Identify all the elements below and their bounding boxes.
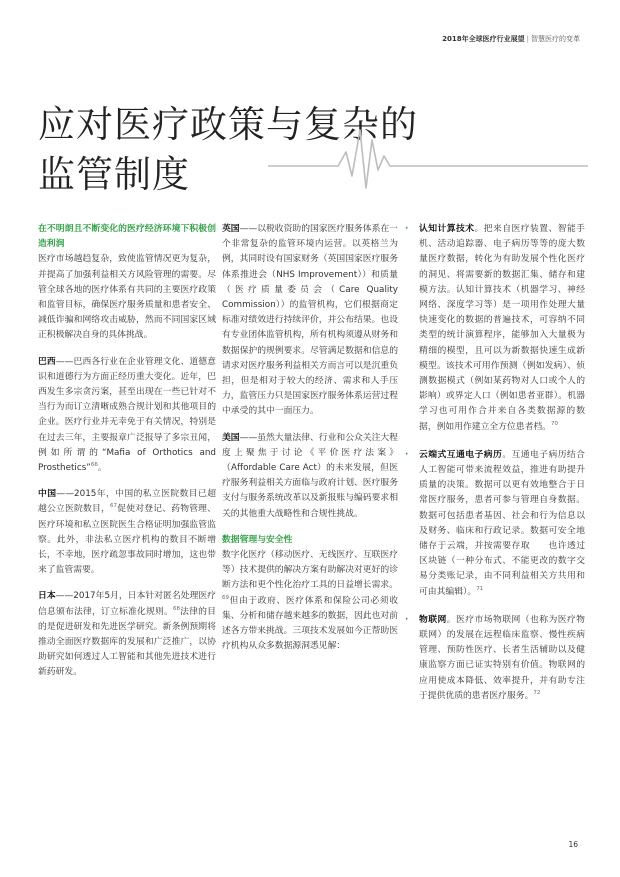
column-1 <box>38 222 216 692</box>
header-report-title: 2018年全球医疗行业展望 <box>442 35 525 43</box>
text-china: ——2015年，中国的私立医院数目已超越公立医院数目， <box>38 489 216 515</box>
paragraph-us <box>222 431 398 522</box>
text-china-2: 促使对登记、药物管理、医疗环境和私立医院医生合格证明加强监管监察。此外，非法私立医疗机构的数目不断增长，不幸地，医疗疏忽事故同时增加，这也带来了监管需要。 <box>38 504 216 576</box>
lead-japan: 日本 <box>38 591 56 602</box>
section-heading-data: 数据管理与安全性 <box>222 534 293 545</box>
page-title-line2: 监管制度 <box>38 153 190 196</box>
lead-brazil: 巴西 <box>38 356 56 367</box>
paragraph-uk <box>222 222 398 420</box>
paragraph-china <box>38 487 216 578</box>
paragraph-japan <box>38 589 216 680</box>
page-title-line1: 应对医疗政策与复杂的 <box>38 103 418 146</box>
running-header <box>442 34 580 44</box>
lead-iot: 物联网 <box>419 614 447 625</box>
text-uk: ——以税收资助的国家医疗服务体系在一个非常复杂的监管环境内运营。以英格兰为例，其同时设有国家财务（英国国家医疗服务体系推进会（NHS Improvement））和质量（医疗质量委员会（Care Quality Commission））的监管机构，它们根据商定标准对绩效进行持续评价，并公布结果。也设有专业团体监管机构，所有机构须遵从财务和数据保护的规例要求。尽管满足数据和信息的请求对医疗服务利益相关方而言可以是沉重负担，但是相对于较大的经济、需求和人手压力，监管压力只是国家医疗服务体系运营过程中承受的其中一面压力。 <box>222 224 398 417</box>
ref-72: 72 <box>533 689 541 696</box>
bullet-iot <box>405 613 585 704</box>
section-heading-profit: 在不明朗且不断变化的医疗经济环境下积极创造利润 <box>38 224 216 250</box>
lead-us: 美国 <box>222 432 240 443</box>
ref-69: 69 <box>222 594 229 601</box>
paragraph-data <box>222 548 398 654</box>
header-separator: | <box>526 35 529 43</box>
text-data-2: 但由于政府、医疗体系和保险公司必须收集、分析和储存越来越多的数据，因此也对前述各方带来挑战。三项技术发展如今正帮助医疗机构从众多数据源洞悉见解： <box>222 595 398 652</box>
ref-70: 70 <box>550 420 558 427</box>
lead-china: 中国 <box>38 489 57 500</box>
text-japan-2: 法律的目的是促进研发和先进医学研究。新条例预期将推动全面医疗数据库的发展和广泛推广，以协助研究如何透过人工智能和其他先进技术进行新药研发。 <box>38 606 216 678</box>
text-brazil-end: 。 <box>97 463 107 474</box>
text-brazil: ——巴西各行业在企业管理文化、道德意识和道德行为方面正经历重大变化。近年，巴西发生多宗贪污案，甚至出现在一些已针对不当行为而订立清晰成熟合规计划和其他项目的企业。医疗行业并无幸免于有关情况，特别是在过去三年，主要报章广泛报导了多宗丑闻，例如所谓的“Mafia of Orthotics and Prosthetics” <box>38 356 216 474</box>
text-cognitive: 。把来自医疗装置、智能手机、活动追踪器、电子病历等等的庞大数量医疗数据，转化为有助发展个性化医疗的洞见、将需要新的数据汇集、储存和建模方法。认知计算技术（机器学习、神经网络、深度学习等）是一项用作处理大量快速变化的数据的普遍技术，可容纳不同类型的统计演算程序，能够加入大量极为精细的模型，且可以为新数据快速生成新模型。该技术可用作预测（例如发病）、侦测数据模式（例如某药物对人口或个人的影响）或界定人口（例如患者亚群）。机器学习也可用作合并来自各类数据源的数据，例如用作建立全方位患者档。 <box>419 224 585 432</box>
heartbeat-line-icon <box>268 110 588 190</box>
lead-uk: 英国 <box>222 224 240 234</box>
text-iot: 。医疗市场物联网（也称为医疗物联网）的发展在远程临床监察、慢性疾病管理、预防性医疗、长者生活辅助以及健康监察方面已证实特别有价值。物联网的应用使成本降低、效率提升，并有助专注于提供优质的患者医疗服务。 <box>419 614 585 701</box>
page-number: 16 <box>568 840 578 849</box>
bullet-cognitive-computing <box>405 222 585 435</box>
paragraph-brazil <box>38 355 216 477</box>
column-3 <box>405 222 585 717</box>
bullet-cloud-ehr <box>405 448 585 600</box>
column-2 <box>222 222 398 665</box>
lead-cognitive: 认知计算技术 <box>419 224 475 234</box>
ref-68: 68 <box>172 605 180 612</box>
ref-66: 66 <box>90 462 98 469</box>
bullet-dot: · <box>405 614 409 625</box>
header-section-title: 智慧医疗的变革 <box>531 35 580 43</box>
ref-71: 71 <box>476 585 484 592</box>
lead-cloud: 云端式互通电子病历 <box>419 449 503 460</box>
paragraph-intro: 医疗市场越趋复杂，致使监管情况更为复杂，并提高了加强利益相关方风险管理的需要。尽管全球各地的医疗体系有共同的主要医疗政策和监管目标，确保医疗服务质量和患者安全、减低诈骗和网络攻击威胁，然而不同国家区域正积极解决自身的具体挑战。 <box>38 254 216 341</box>
bullet-dot: · <box>405 449 409 460</box>
text-us: ——虽然大量法律、行业和公众关注大程度上聚焦于讨论《平价医疗法案》（Affordable Care Act）的未来发展，但医疗服务利益相关方面临与政府计划、医疗服务支付与服务系统改革以及新报账与编码要求相关的其他重大战略性和合规性挑战。 <box>222 432 398 519</box>
ref-67: 67 <box>110 503 117 510</box>
text-japan: ——2017年5月，日本针对匿名处理医疗信息颁布法律，订立标准化规则。 <box>38 591 216 617</box>
text-data: 数字化医疗（移动医疗、无线医疗、互联医疗等）技术提供的解决方案有助解决对更好的诊断方法和更个性化治疗工具的日益增长需求。 <box>222 550 398 591</box>
bullet-dot: · <box>405 224 409 234</box>
text-cloud: 。互通电子病历结合人工智能可带来流程效益，推进有助提升质量的决策。数据可以更有效地整合于日常医疗服务，患者可参与管理自身数据。数据可包括患者基因、社会和行为信息以及财务、临床和行政记录。数据可安全地储存于云端，并按需要存取 也许透过区块链（一种分布式、不能更改的数字交易分类账记录，由不同利益相关方共用和可由其编辑）。 <box>419 449 585 597</box>
